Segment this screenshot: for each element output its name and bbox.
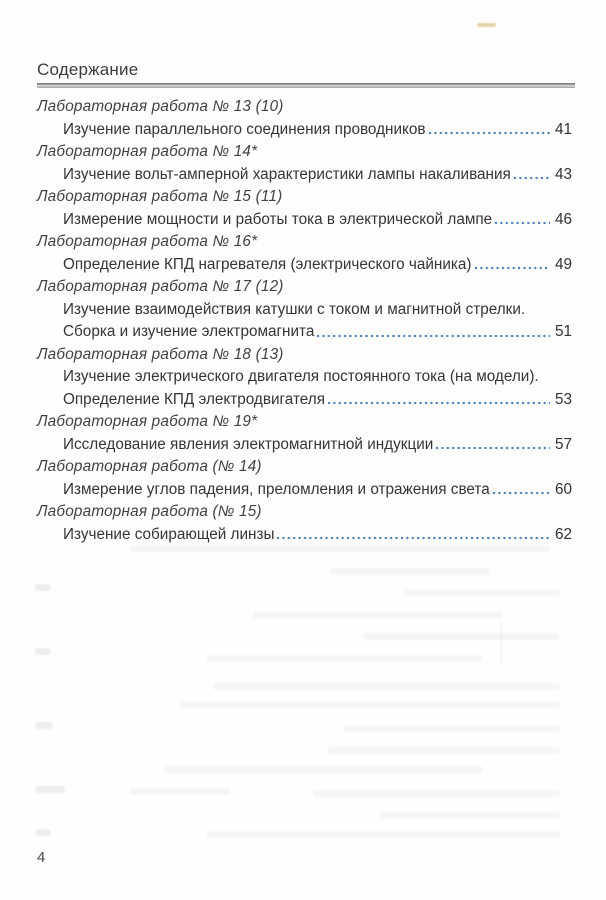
toc-line-text: Измерение углов падения, преломления и отражения света (63, 480, 490, 498)
showthrough-line (253, 612, 503, 619)
showthrough-line (130, 545, 550, 552)
toc-line-text: Исследование явления электромагнитной индукции (63, 435, 434, 453)
showthrough-mark (35, 786, 65, 793)
toc-page-number: 51 (554, 323, 572, 340)
toc-item (37, 366, 572, 389)
showthrough-line (130, 788, 230, 795)
toc-line-text: Лабораторная работа № 15 (11) (37, 188, 283, 205)
toc-item (37, 299, 572, 322)
toc-line-text: Лабораторная работа № 19* (37, 413, 258, 430)
showthrough-line (313, 790, 560, 797)
showthrough-line (403, 589, 560, 596)
showthrough-line (343, 725, 560, 732)
toc-page-number: 46 (554, 210, 572, 228)
toc-line-text: Лабораторная работа № 14* (37, 143, 258, 160)
toc-line-text: Лабораторная работа № 13 (10) (37, 98, 284, 115)
toc-heading (37, 501, 572, 524)
toc-page-number: 60 (554, 480, 572, 498)
toc-line-text: Лабораторная работа (№ 15) (37, 503, 262, 520)
toc-item (37, 254, 572, 277)
toc-item (37, 321, 572, 344)
showthrough-mark (35, 648, 51, 655)
showthrough-line (327, 747, 560, 754)
toc-line-text: Изучение собирающей линзы (63, 525, 275, 543)
toc-page-number: 49 (554, 255, 572, 273)
toc-leader-dots (435, 446, 550, 450)
toc-line-text: Лабораторная работа № 17 (12) (37, 278, 284, 295)
showthrough-mark (35, 829, 51, 836)
showthrough-line (207, 831, 560, 838)
toc-line-text: Лабораторная работа № 16* (37, 233, 258, 250)
toc-line-text: Сборка и изучение электромагнита (63, 323, 315, 340)
showthrough-line (180, 701, 560, 708)
toc-heading (37, 231, 572, 254)
toc-heading (37, 344, 572, 367)
toc-leader-dots (492, 491, 550, 495)
showthrough-line (363, 633, 560, 640)
toc-leader-dots (316, 334, 550, 338)
toc-item (37, 389, 572, 412)
showthrough-mark (35, 722, 53, 729)
toc-page-number: 41 (554, 120, 572, 138)
toc-page-number: 43 (554, 165, 572, 183)
toc-line-text: Лабораторная работа № 18 (13) (37, 345, 284, 363)
toc-heading (37, 456, 572, 479)
showthrough-line (213, 683, 560, 690)
toc-line-text: Определение КПД нагревателя (электрического чайника) (63, 255, 472, 273)
toc-heading (37, 96, 572, 119)
toc-line-text: Измерение мощности и работы тока в электрической лампе (63, 210, 493, 228)
toc-item (37, 164, 572, 187)
toc-line-text: Определение КПД электродвигателя (63, 390, 325, 408)
toc-item (37, 209, 572, 232)
showthrough-line (380, 812, 560, 819)
showthrough-mark (35, 584, 51, 591)
toc-item (37, 434, 572, 457)
toc-line-text: Лабораторная работа (№ 14) (37, 458, 262, 475)
toc-item (37, 119, 572, 142)
toc-heading (37, 141, 572, 164)
toc-line-text: Изучение взаимодействия катушки с током и магнитной стрелки. (63, 300, 526, 318)
toc-item (37, 524, 572, 547)
page-number: 4 (37, 849, 46, 866)
showthrough-streak (500, 622, 502, 666)
toc-leader-dots (513, 176, 550, 180)
toc-line-text: Изучение параллельного соединения проводников (63, 120, 426, 138)
toc-leader-dots (276, 536, 550, 540)
showthrough-line (330, 568, 490, 575)
showthrough-line (207, 655, 482, 662)
toc-heading (37, 276, 572, 299)
toc-leader-dots (327, 401, 550, 405)
showthrough-line (163, 766, 483, 773)
toc-page-number: 62 (554, 525, 572, 543)
header-rule (37, 83, 575, 88)
toc-line-text: Изучение электрического двигателя постоянного тока (на модели). (63, 368, 539, 385)
page-title: Содержание (37, 60, 139, 79)
toc-heading (37, 186, 572, 209)
toc-heading (37, 411, 572, 434)
toc-leader-dots (474, 266, 550, 270)
toc-leader-dots (428, 131, 550, 135)
toc-page-number: 57 (554, 435, 572, 453)
toc-page-number: 53 (554, 390, 572, 408)
table-of-contents (37, 96, 572, 546)
toc-leader-dots (494, 221, 550, 225)
scan-artifact-mark (477, 23, 496, 27)
toc-item (37, 479, 572, 502)
toc-line-text: Изучение вольт-амперной характеристики лампы накаливания (63, 165, 511, 183)
